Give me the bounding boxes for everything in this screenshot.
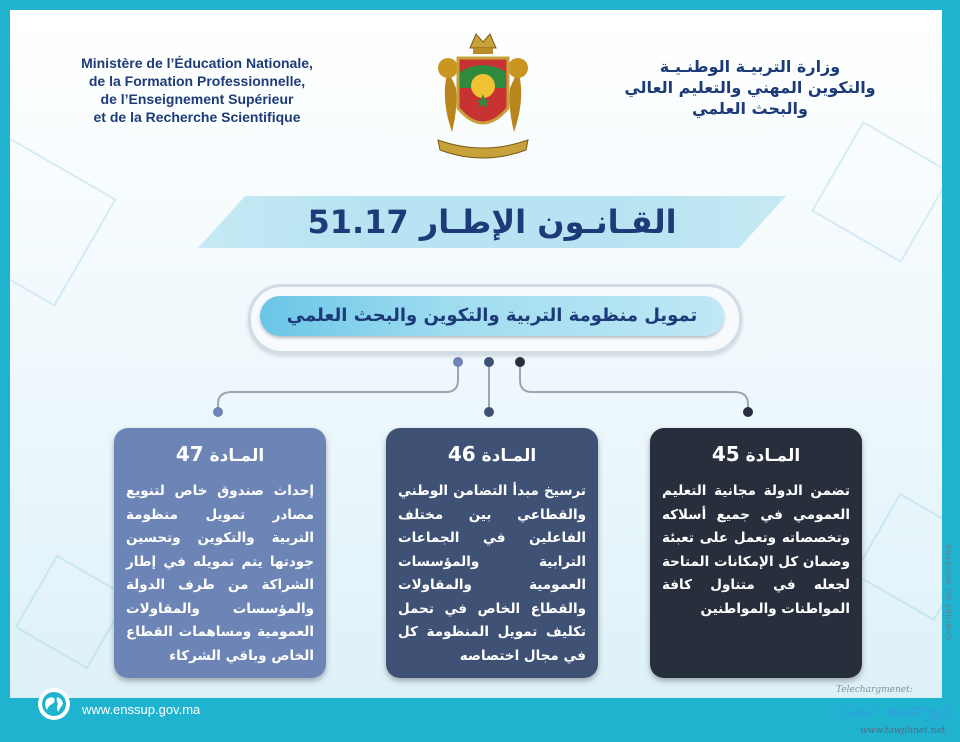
article-text: ترسيخ مبدأ التضامن الوطني والقطاعي بين مختلف الفاعلين في الجماعات الترابية والمؤسسات العمومية والمقاولات والقطاع الخاص في تحمل تكليف تمويل المنظومة كل في مجال اختصاصه	[398, 483, 586, 664]
article-label: المـادة	[481, 446, 537, 466]
ministry-ar-line: والبحث العلمي	[692, 99, 808, 118]
article-heading	[658, 436, 854, 472]
ministry-fr-line: de la Formation Professionnelle,	[88, 73, 306, 89]
ministry-ar-line: وزارة التربيـة الوطنـيـة	[659, 57, 841, 76]
article-number: 45	[711, 442, 740, 466]
globe-icon	[38, 688, 70, 720]
cabinet-label: CABINET DU MINISTRE	[946, 543, 953, 640]
connector-dot	[453, 357, 463, 367]
connector-dot	[515, 357, 525, 367]
connector-dot	[213, 407, 223, 417]
article-heading	[394, 436, 590, 472]
article-label: المـادة	[209, 446, 265, 466]
article-label: المـادة	[745, 446, 801, 466]
watermark-download-label: Telechargmenet:	[836, 685, 913, 695]
ministry-fr-line: et de la Recherche Scientifique	[93, 109, 301, 125]
website-link[interactable]: www.enssup.gov.ma	[82, 702, 201, 717]
watermark-logo: توجيه نت	[842, 694, 951, 722]
article-text: إحداث صندوق خاص لتنويع مصادر تمويل منظومة التربية والتكوين وتحسين جودتها يتم تمويله في إطار الشراكة من طرف الدولة والمؤسسات والمقاولات العمومية ومساهمات القطاع الخاص وباقي الشركاء	[126, 483, 314, 664]
subtitle-text: تمويل منظومة التربية والتكوين والبحث العلمي	[260, 296, 724, 336]
ministry-fr-line: de l’Enseignement Supérieur	[100, 91, 294, 107]
connector-dot	[743, 407, 753, 417]
article-number: 47	[175, 442, 204, 466]
article-45-card	[650, 428, 862, 678]
law-title: القـانـون الإطـار 51.17	[307, 203, 677, 241]
article-46-card	[386, 428, 598, 678]
article-heading	[122, 436, 318, 472]
article-number: 46	[447, 442, 476, 466]
watermark-url: www.tawjihnet.net	[860, 726, 946, 736]
ministry-fr-line: Ministère de l’Éducation Nationale,	[81, 55, 313, 71]
article-text: تضمن الدولة مجانية التعليم العمومي في جميع أسلاكه وتخصصاته وتعمل على تعبئة وضمان كل الإمكانات المتاحة لجعله في متناول كافة المواطنات والمواطنين	[662, 483, 850, 617]
ministry-ar-line: والتكوين المهني والتعليم العالي	[624, 78, 876, 97]
article-47-card	[114, 428, 326, 678]
connector-dot	[484, 407, 494, 417]
connector-dot	[484, 357, 494, 367]
